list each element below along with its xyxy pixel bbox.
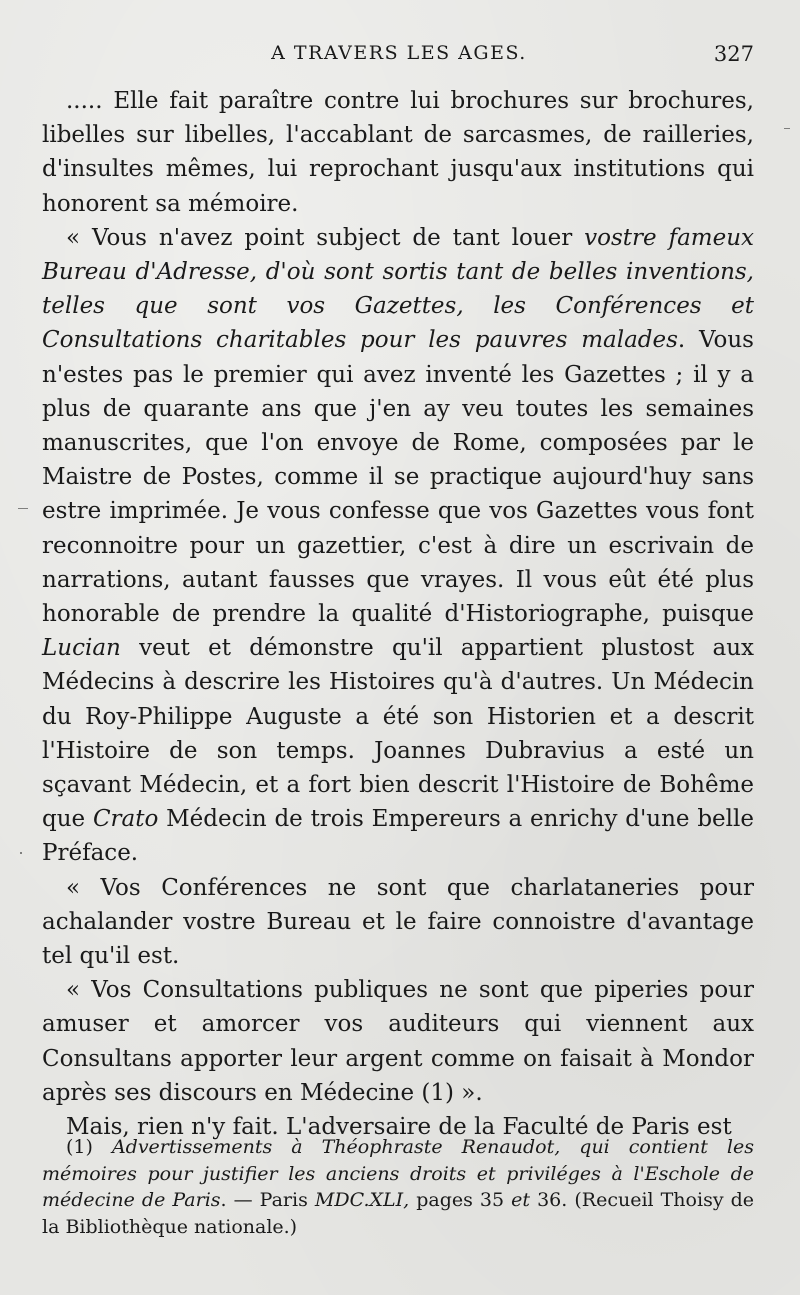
body-text [42, 84, 754, 1144]
footnote-pages: pages 35 [409, 1189, 512, 1211]
footnote [42, 1134, 754, 1240]
paragraph-1: ..... Elle fait paraître contre lui brochures sur brochures, libelles sur libelles, l'accablant de sarcasmes, de railleries, d'insultes mêmes, lui reprochant jusqu'aux institutions qui honorent sa mémoire. [42, 88, 754, 217]
paragraph-2-text-1: . Vous n'estes pas le premier qui avez inventé les Gazettes ; il y a plus de quarante ans que j'en ay veu toutes les semaines manuscrites, que l'on envoye de Rome, composées par le Maistre de Postes, comme il se practique aujourd'huy sans estre imprimée. Je vous confesse que vos Gazettes vous font reconnoitre pour un gazettier, c'est à dire un escrivain de narrations, autant fausses que vrayes. Il vous eût été plus honorable de prendre la qualité d'Historiographe, puisque [42, 327, 754, 628]
paragraph-2-text-3: Médecin de trois Empereurs a enrichy d'une belle Préface. [42, 806, 754, 867]
page-number: 327 [713, 42, 754, 66]
footnote-title: Advertissements à Théophraste Renaudot, qui contient les mémoires pour justifier les anciens droits et priviléges à l'Eschole de médecine de Paris [42, 1136, 755, 1211]
footnote-year: MDC.XLI, [314, 1189, 410, 1211]
paragraph-5: Mais, rien n'y fait. L'adversaire de la Faculté de Paris est [66, 1114, 732, 1141]
scan-mark-right [784, 128, 790, 129]
footnote-et: et [511, 1189, 531, 1211]
scan-mark-left [18, 508, 28, 509]
footnote-end: 36. (Recueil Thoisy de la Bibliothèque nationale.) [42, 1189, 755, 1238]
footnote-marker: (1) [66, 1136, 112, 1158]
lucian-name: Lucian [42, 635, 121, 662]
paragraph-4: « Vos Consultations publiques ne sont que piperies pour amuser et amorcer vos auditeurs qui viennent aux Consultans apporter leur argent comme on faisait à Mondor après ses discours en Médecine (1) ». [42, 977, 754, 1106]
running-title: A TRAVERS LES AGES. [271, 42, 527, 64]
paragraph-2-text-2: veut et démonstre qu'il appartient plustost aux Médecins à descrire les Histoires qu'à d'autres. Un Médecin du Roy-Philippe Auguste a été son Historien et a descrit l'Histoire de son temps. Joannes Dubravius a esté un sçavant Médecin, et a fort bien descrit l'Histoire de Bohême que [42, 635, 754, 833]
paragraph-2-italic: vostre fameux Bureau d'Adresse, d'où sont sortis tant de belles inventions, telles que sont vos Gazettes, les Conférences et Consultations charitables pour les pauvres malades [42, 224, 755, 354]
running-head [40, 40, 758, 70]
crato-name: Crato [92, 806, 159, 833]
scan-mark-left-2 [20, 852, 22, 854]
footnote-mid: . — Paris [220, 1189, 315, 1211]
footnote-1 [42, 1134, 754, 1240]
paragraph-3: « Vos Conférences ne sont que charlataneries pour achalander vostre Bureau et le faire connoistre d'avantage tel qu'il est. [42, 874, 754, 970]
paragraph-2 [42, 221, 754, 871]
paragraph-2-open: « Vous n'avez point subject de tant louer [66, 224, 585, 251]
